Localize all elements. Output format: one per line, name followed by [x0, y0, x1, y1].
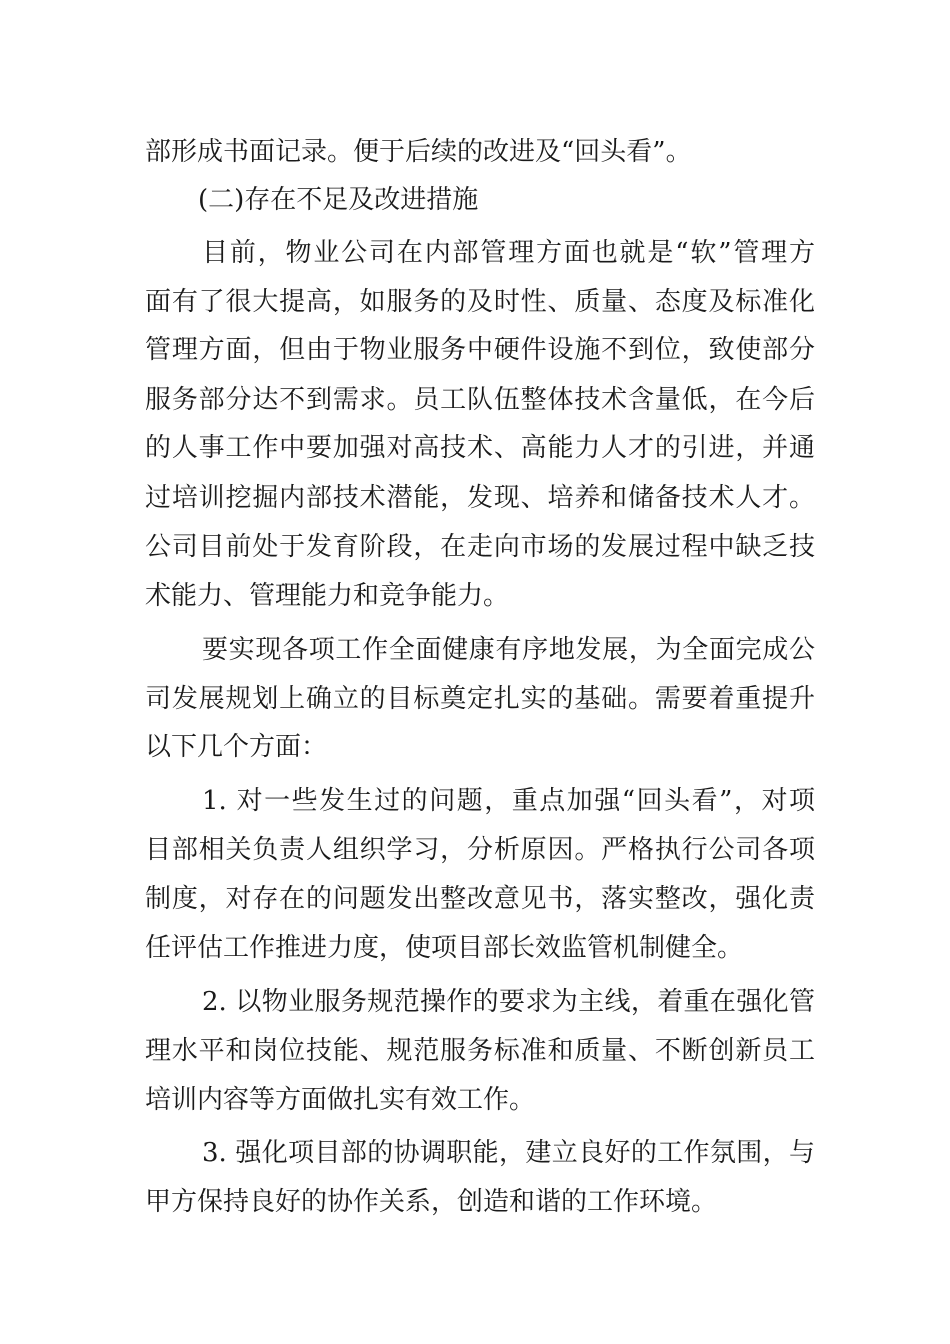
text-line: 理水平和岗位技能、规范服务标准和质量、不断创新员工 — [145, 1036, 815, 1066]
text-line: 公司目前处于发育阶段，在走向市场的发展过程中缺乏技 — [145, 532, 815, 562]
text-line: 的人事工作中要加强对高技术、高能力人才的引进，并通 — [145, 433, 815, 463]
text-line: 培训内容等方面做扎实有效工作。 — [145, 1085, 536, 1115]
text-line: 过培训挖掘内部技术潜能，发现、培养和储备技术人才。 — [145, 483, 815, 513]
text-line: 目部相关负责人组织学习，分析原因。严格执行公司各项 — [145, 835, 815, 865]
text-line: 甲方保持良好的协作关系，创造和谐的工作环境。 — [145, 1187, 718, 1217]
text-line: 司发展规划上确立的目标奠定扎实的基础。需要着重提升 — [145, 684, 815, 714]
text-line: 以下几个方面： — [145, 732, 328, 762]
text-line: 目前，物业公司在内部管理方面也就是“软”管理方 — [202, 238, 815, 268]
list-item-3: 3. 强化项目部的协调职能，建立良好的工作氛围，与 — [202, 1138, 815, 1168]
list-item-1: 1. 对一些发生过的问题，重点加强“回头看”，对项 — [202, 786, 815, 816]
text-line: 任评估工作推进力度，使项目部长效监管机制健全。 — [145, 933, 744, 963]
text-line: 部形成书面记录。便于后续的改进及“回头看”。 — [145, 137, 692, 167]
text-line: 面有了很大提高，如服务的及时性、质量、态度及标准化 — [145, 287, 815, 317]
text-line: 管理方面，但由于物业服务中硬件设施不到位，致使部分 — [145, 335, 815, 365]
text-line: 制度，对存在的问题发出整改意见书，落实整改，强化责 — [145, 884, 815, 914]
text-line: 要实现各项工作全面健康有序地发展，为全面完成公 — [202, 635, 815, 665]
section-heading: (二)存在不足及改进措施 — [198, 185, 479, 215]
list-item-2: 2. 以物业服务规范操作的要求为主线，着重在强化管 — [202, 987, 815, 1017]
text-line: 服务部分达不到需求。员工队伍整体技术含量低，在今后 — [145, 385, 815, 415]
text-line: 术能力、管理能力和竞争能力。 — [145, 581, 510, 611]
